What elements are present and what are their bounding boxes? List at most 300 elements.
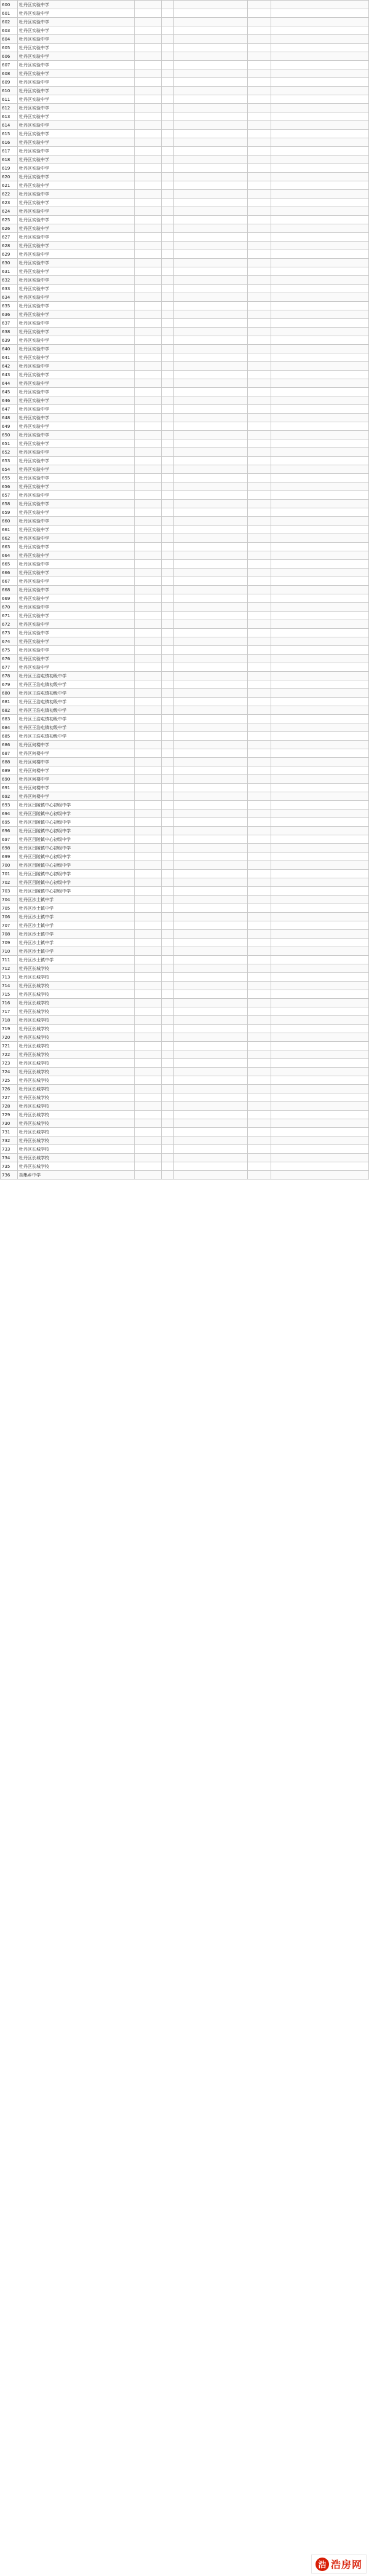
class-cell [248, 310, 271, 319]
extra-cell [271, 990, 369, 999]
table-row [1, 156, 369, 164]
name-cell [135, 526, 162, 534]
school-cell: 牡丹区吕陵镇中心初级中学 [18, 878, 135, 887]
extra-cell [271, 491, 369, 500]
school-cell: 牡丹区实验中学 [18, 491, 135, 500]
exam-number-cell [174, 973, 248, 982]
class-cell [248, 1033, 271, 1042]
table-row [1, 173, 369, 181]
name-cell [135, 483, 162, 491]
name-cell [135, 921, 162, 930]
gender-cell [162, 69, 174, 78]
school-cell: 牡丹区实验中学 [18, 414, 135, 422]
gender-cell [162, 586, 174, 594]
class-cell [248, 672, 271, 680]
exam-number-cell [174, 207, 248, 216]
row-index: 680 [1, 689, 18, 698]
exam-number-cell [174, 543, 248, 551]
extra-cell [271, 500, 369, 508]
table-row [1, 104, 369, 112]
class-cell [248, 1119, 271, 1128]
extra-cell [271, 388, 369, 396]
name-cell [135, 982, 162, 990]
extra-cell [271, 603, 369, 612]
row-index: 608 [1, 69, 18, 78]
table-row [1, 1016, 369, 1025]
school-cell: 牡丹区王浩屯镇初级中学 [18, 723, 135, 732]
table-row [1, 939, 369, 947]
gender-cell [162, 732, 174, 741]
extra-cell [271, 1154, 369, 1162]
extra-cell [271, 276, 369, 285]
row-index: 621 [1, 181, 18, 190]
school-cell: 牡丹区实验中学 [18, 69, 135, 78]
class-cell [248, 95, 271, 104]
row-index: 675 [1, 646, 18, 655]
class-cell [248, 250, 271, 259]
name-cell [135, 465, 162, 474]
class-cell [248, 457, 271, 465]
extra-cell [271, 878, 369, 887]
name-cell [135, 310, 162, 319]
extra-cell [271, 216, 369, 224]
row-index: 612 [1, 104, 18, 112]
row-index: 691 [1, 784, 18, 792]
extra-cell [271, 629, 369, 637]
table-row [1, 749, 369, 758]
class-cell [248, 422, 271, 431]
extra-cell [271, 18, 369, 26]
name-cell [135, 947, 162, 956]
table-row [1, 586, 369, 594]
exam-number-cell [174, 1085, 248, 1093]
school-cell: 牡丹区长城学校 [18, 1076, 135, 1085]
table-row [1, 1171, 369, 1180]
table-row [1, 259, 369, 267]
name-cell [135, 560, 162, 569]
extra-cell [271, 1042, 369, 1050]
exam-number-cell [174, 26, 248, 35]
table-row [1, 319, 369, 328]
row-index: 699 [1, 853, 18, 861]
exam-number-cell [174, 1093, 248, 1102]
extra-cell [271, 844, 369, 853]
school-cell: 牡丹区实验中学 [18, 586, 135, 594]
class-cell [248, 921, 271, 930]
class-cell [248, 827, 271, 835]
class-cell [248, 663, 271, 672]
exam-number-cell [174, 947, 248, 956]
class-cell [248, 1111, 271, 1119]
gender-cell [162, 689, 174, 698]
name-cell [135, 293, 162, 302]
exam-number-cell [174, 569, 248, 577]
name-cell [135, 1007, 162, 1016]
table-row [1, 1076, 369, 1085]
name-cell [135, 706, 162, 715]
school-cell: 牡丹区长城学校 [18, 1068, 135, 1076]
school-cell: 牡丹区实验中学 [18, 371, 135, 379]
gender-cell [162, 612, 174, 620]
table-row [1, 95, 369, 104]
extra-cell [271, 147, 369, 156]
gender-cell [162, 973, 174, 982]
row-index: 732 [1, 1136, 18, 1145]
school-cell: 牡丹区实验中学 [18, 474, 135, 483]
exam-number-cell [174, 784, 248, 792]
name-cell [135, 457, 162, 465]
school-cell: 牡丹区实验中学 [18, 388, 135, 396]
class-cell [248, 216, 271, 224]
class-cell [248, 1059, 271, 1068]
school-cell: 牡丹区实验中学 [18, 285, 135, 293]
class-cell [248, 947, 271, 956]
extra-cell [271, 853, 369, 861]
gender-cell [162, 715, 174, 723]
school-cell: 牡丹区实验中学 [18, 336, 135, 345]
table-row [1, 956, 369, 964]
name-cell [135, 689, 162, 698]
exam-number-cell [174, 1042, 248, 1050]
gender-cell [162, 396, 174, 405]
name-cell [135, 956, 162, 964]
name-cell [135, 887, 162, 896]
extra-cell [271, 732, 369, 741]
school-cell: 牡丹区沙土镇中学 [18, 896, 135, 904]
table-row [1, 396, 369, 405]
gender-cell [162, 1102, 174, 1111]
exam-number-cell [174, 379, 248, 388]
gender-cell [162, 1007, 174, 1016]
extra-cell [271, 319, 369, 328]
name-cell [135, 1171, 162, 1180]
class-cell [248, 956, 271, 964]
exam-number-cell [174, 121, 248, 130]
gender-cell [162, 431, 174, 439]
table-row [1, 336, 369, 345]
extra-cell [271, 9, 369, 18]
school-cell: 牡丹区长城学校 [18, 999, 135, 1007]
name-cell [135, 586, 162, 594]
class-cell [248, 637, 271, 646]
exam-number-cell [174, 9, 248, 18]
exam-number-cell [174, 431, 248, 439]
extra-cell [271, 61, 369, 69]
table-row [1, 310, 369, 319]
gender-cell [162, 543, 174, 551]
name-cell [135, 164, 162, 173]
exam-number-cell [174, 1, 248, 9]
class-cell [248, 1016, 271, 1025]
name-cell [135, 112, 162, 121]
class-cell [248, 336, 271, 345]
gender-cell [162, 930, 174, 939]
extra-cell [271, 156, 369, 164]
table-row [1, 758, 369, 766]
exam-number-cell [174, 758, 248, 766]
name-cell [135, 1068, 162, 1076]
gender-cell [162, 52, 174, 61]
table-row [1, 629, 369, 637]
gender-cell [162, 405, 174, 414]
site-logo-icon: 浩 [315, 2558, 329, 2571]
gender-cell [162, 414, 174, 422]
exam-number-cell [174, 233, 248, 242]
class-cell [248, 680, 271, 689]
name-cell [135, 896, 162, 904]
class-cell [248, 878, 271, 887]
gender-cell [162, 422, 174, 431]
class-cell [248, 199, 271, 207]
extra-cell [271, 698, 369, 706]
gender-cell [162, 766, 174, 775]
exam-number-cell [174, 293, 248, 302]
school-cell: 牡丹区实验中学 [18, 1, 135, 9]
gender-cell [162, 87, 174, 95]
class-cell [248, 534, 271, 543]
extra-cell [271, 293, 369, 302]
exam-number-cell [174, 594, 248, 603]
table-row [1, 1050, 369, 1059]
extra-cell [271, 827, 369, 835]
extra-cell [271, 414, 369, 422]
table-row [1, 491, 369, 500]
gender-cell [162, 878, 174, 887]
class-cell [248, 1102, 271, 1111]
gender-cell [162, 362, 174, 371]
class-cell [248, 26, 271, 35]
row-index: 644 [1, 379, 18, 388]
exam-number-cell [174, 267, 248, 276]
school-cell: 牡丹区实验中学 [18, 620, 135, 629]
school-cell: 牡丹区实验中学 [18, 78, 135, 87]
exam-number-cell [174, 69, 248, 78]
class-cell [248, 939, 271, 947]
name-cell [135, 216, 162, 224]
row-index: 646 [1, 396, 18, 405]
extra-cell [271, 1007, 369, 1016]
extra-cell [271, 517, 369, 526]
table-row [1, 483, 369, 491]
gender-cell [162, 913, 174, 921]
extra-cell [271, 112, 369, 121]
gender-cell [162, 388, 174, 396]
exam-number-cell [174, 878, 248, 887]
exam-number-cell [174, 500, 248, 508]
extra-cell [271, 362, 369, 371]
row-index: 648 [1, 414, 18, 422]
exam-number-cell [174, 620, 248, 629]
extra-cell [271, 870, 369, 878]
row-index: 719 [1, 1025, 18, 1033]
gender-cell [162, 844, 174, 853]
school-cell: 牡丹区实验中学 [18, 121, 135, 130]
gender-cell [162, 637, 174, 646]
gender-cell [162, 835, 174, 844]
exam-number-cell [174, 818, 248, 827]
gender-cell [162, 551, 174, 560]
gender-cell [162, 78, 174, 87]
exam-number-cell [174, 956, 248, 964]
extra-cell [271, 87, 369, 95]
class-cell [248, 52, 271, 61]
gender-cell [162, 801, 174, 809]
row-index: 682 [1, 706, 18, 715]
extra-cell [271, 1093, 369, 1102]
extra-cell [271, 1, 369, 9]
class-cell [248, 465, 271, 474]
gender-cell [162, 1059, 174, 1068]
school-cell: 牡丹区实验中学 [18, 517, 135, 526]
exam-number-cell [174, 517, 248, 526]
extra-cell [271, 44, 369, 52]
exam-number-cell [174, 422, 248, 431]
table-row [1, 207, 369, 216]
class-cell [248, 603, 271, 612]
school-cell: 牡丹区实验中学 [18, 405, 135, 414]
school-cell: 牡丹区吕陵镇中心初级中学 [18, 870, 135, 878]
name-cell [135, 1076, 162, 1085]
table-row [1, 250, 369, 259]
table-row [1, 1007, 369, 1016]
table-row [1, 999, 369, 1007]
name-cell [135, 319, 162, 328]
extra-cell [271, 1050, 369, 1059]
name-cell [135, 775, 162, 784]
table-row [1, 1025, 369, 1033]
exam-number-cell [174, 259, 248, 267]
name-cell [135, 224, 162, 233]
school-cell: 牡丹区实验中学 [18, 534, 135, 543]
extra-cell [271, 956, 369, 964]
class-cell [248, 887, 271, 896]
row-index: 694 [1, 809, 18, 818]
class-cell [248, 138, 271, 147]
class-cell [248, 18, 271, 26]
class-cell [248, 1093, 271, 1102]
extra-cell [271, 775, 369, 784]
class-cell [248, 620, 271, 629]
exam-number-cell [174, 1154, 248, 1162]
gender-cell [162, 1016, 174, 1025]
table-row [1, 87, 369, 95]
exam-number-cell [174, 1145, 248, 1154]
row-index: 619 [1, 164, 18, 173]
extra-cell [271, 680, 369, 689]
row-index: 603 [1, 26, 18, 35]
row-index: 656 [1, 483, 18, 491]
row-index: 693 [1, 801, 18, 809]
row-index: 702 [1, 878, 18, 887]
row-index: 633 [1, 285, 18, 293]
row-index: 669 [1, 594, 18, 603]
school-cell: 牡丹区长城学校 [18, 1007, 135, 1016]
exam-number-cell [174, 698, 248, 706]
school-cell: 牡丹区实验中学 [18, 293, 135, 302]
gender-cell [162, 775, 174, 784]
gender-cell [162, 112, 174, 121]
table-row [1, 921, 369, 930]
table-row [1, 930, 369, 939]
row-index: 655 [1, 474, 18, 483]
gender-cell [162, 267, 174, 276]
name-cell [135, 844, 162, 853]
school-cell: 牡丹区实验中学 [18, 439, 135, 448]
class-cell [248, 9, 271, 18]
class-cell [248, 396, 271, 405]
exam-number-cell [174, 930, 248, 939]
row-index: 643 [1, 371, 18, 379]
table-row [1, 672, 369, 680]
school-cell: 牡丹区实验中学 [18, 250, 135, 259]
school-cell: 牡丹区何楼中学 [18, 775, 135, 784]
extra-cell [271, 1059, 369, 1068]
row-index: 734 [1, 1154, 18, 1162]
gender-cell [162, 534, 174, 543]
gender-cell [162, 698, 174, 706]
gender-cell [162, 594, 174, 603]
row-index: 730 [1, 1119, 18, 1128]
class-cell [248, 345, 271, 353]
row-index: 640 [1, 345, 18, 353]
table-row [1, 52, 369, 61]
exam-number-cell [174, 44, 248, 52]
extra-cell [271, 560, 369, 569]
exam-number-cell [174, 362, 248, 371]
row-index: 684 [1, 723, 18, 732]
name-cell [135, 371, 162, 379]
exam-number-cell [174, 285, 248, 293]
table-row [1, 517, 369, 526]
extra-cell [271, 508, 369, 517]
extra-cell [271, 655, 369, 663]
name-cell [135, 1085, 162, 1093]
extra-cell [271, 26, 369, 35]
school-cell: 牡丹区长城学校 [18, 1154, 135, 1162]
extra-cell [271, 809, 369, 818]
school-cell: 牡丹区王浩屯镇初级中学 [18, 672, 135, 680]
gender-cell [162, 1076, 174, 1085]
exam-number-cell [174, 414, 248, 422]
gender-cell [162, 964, 174, 973]
extra-cell [271, 646, 369, 655]
class-cell [248, 439, 271, 448]
extra-cell [271, 663, 369, 672]
row-index: 632 [1, 276, 18, 285]
school-cell: 牡丹区实验中学 [18, 310, 135, 319]
school-cell: 牡丹区沙土镇中学 [18, 921, 135, 930]
extra-cell [271, 723, 369, 732]
extra-cell [271, 199, 369, 207]
exam-number-cell [174, 405, 248, 414]
school-cell: 牡丹区吕陵镇中心初级中学 [18, 835, 135, 844]
row-index: 705 [1, 904, 18, 913]
exam-number-cell [174, 302, 248, 310]
row-index: 624 [1, 207, 18, 216]
school-cell: 牡丹区沙土镇中学 [18, 956, 135, 964]
extra-cell [271, 474, 369, 483]
extra-cell [271, 612, 369, 620]
school-cell: 牡丹区实验中学 [18, 242, 135, 250]
school-cell: 牡丹区实验中学 [18, 663, 135, 672]
gender-cell [162, 663, 174, 672]
exam-number-cell [174, 560, 248, 569]
gender-cell [162, 1154, 174, 1162]
row-index: 717 [1, 1007, 18, 1016]
name-cell [135, 809, 162, 818]
gender-cell [162, 818, 174, 827]
class-cell [248, 448, 271, 457]
